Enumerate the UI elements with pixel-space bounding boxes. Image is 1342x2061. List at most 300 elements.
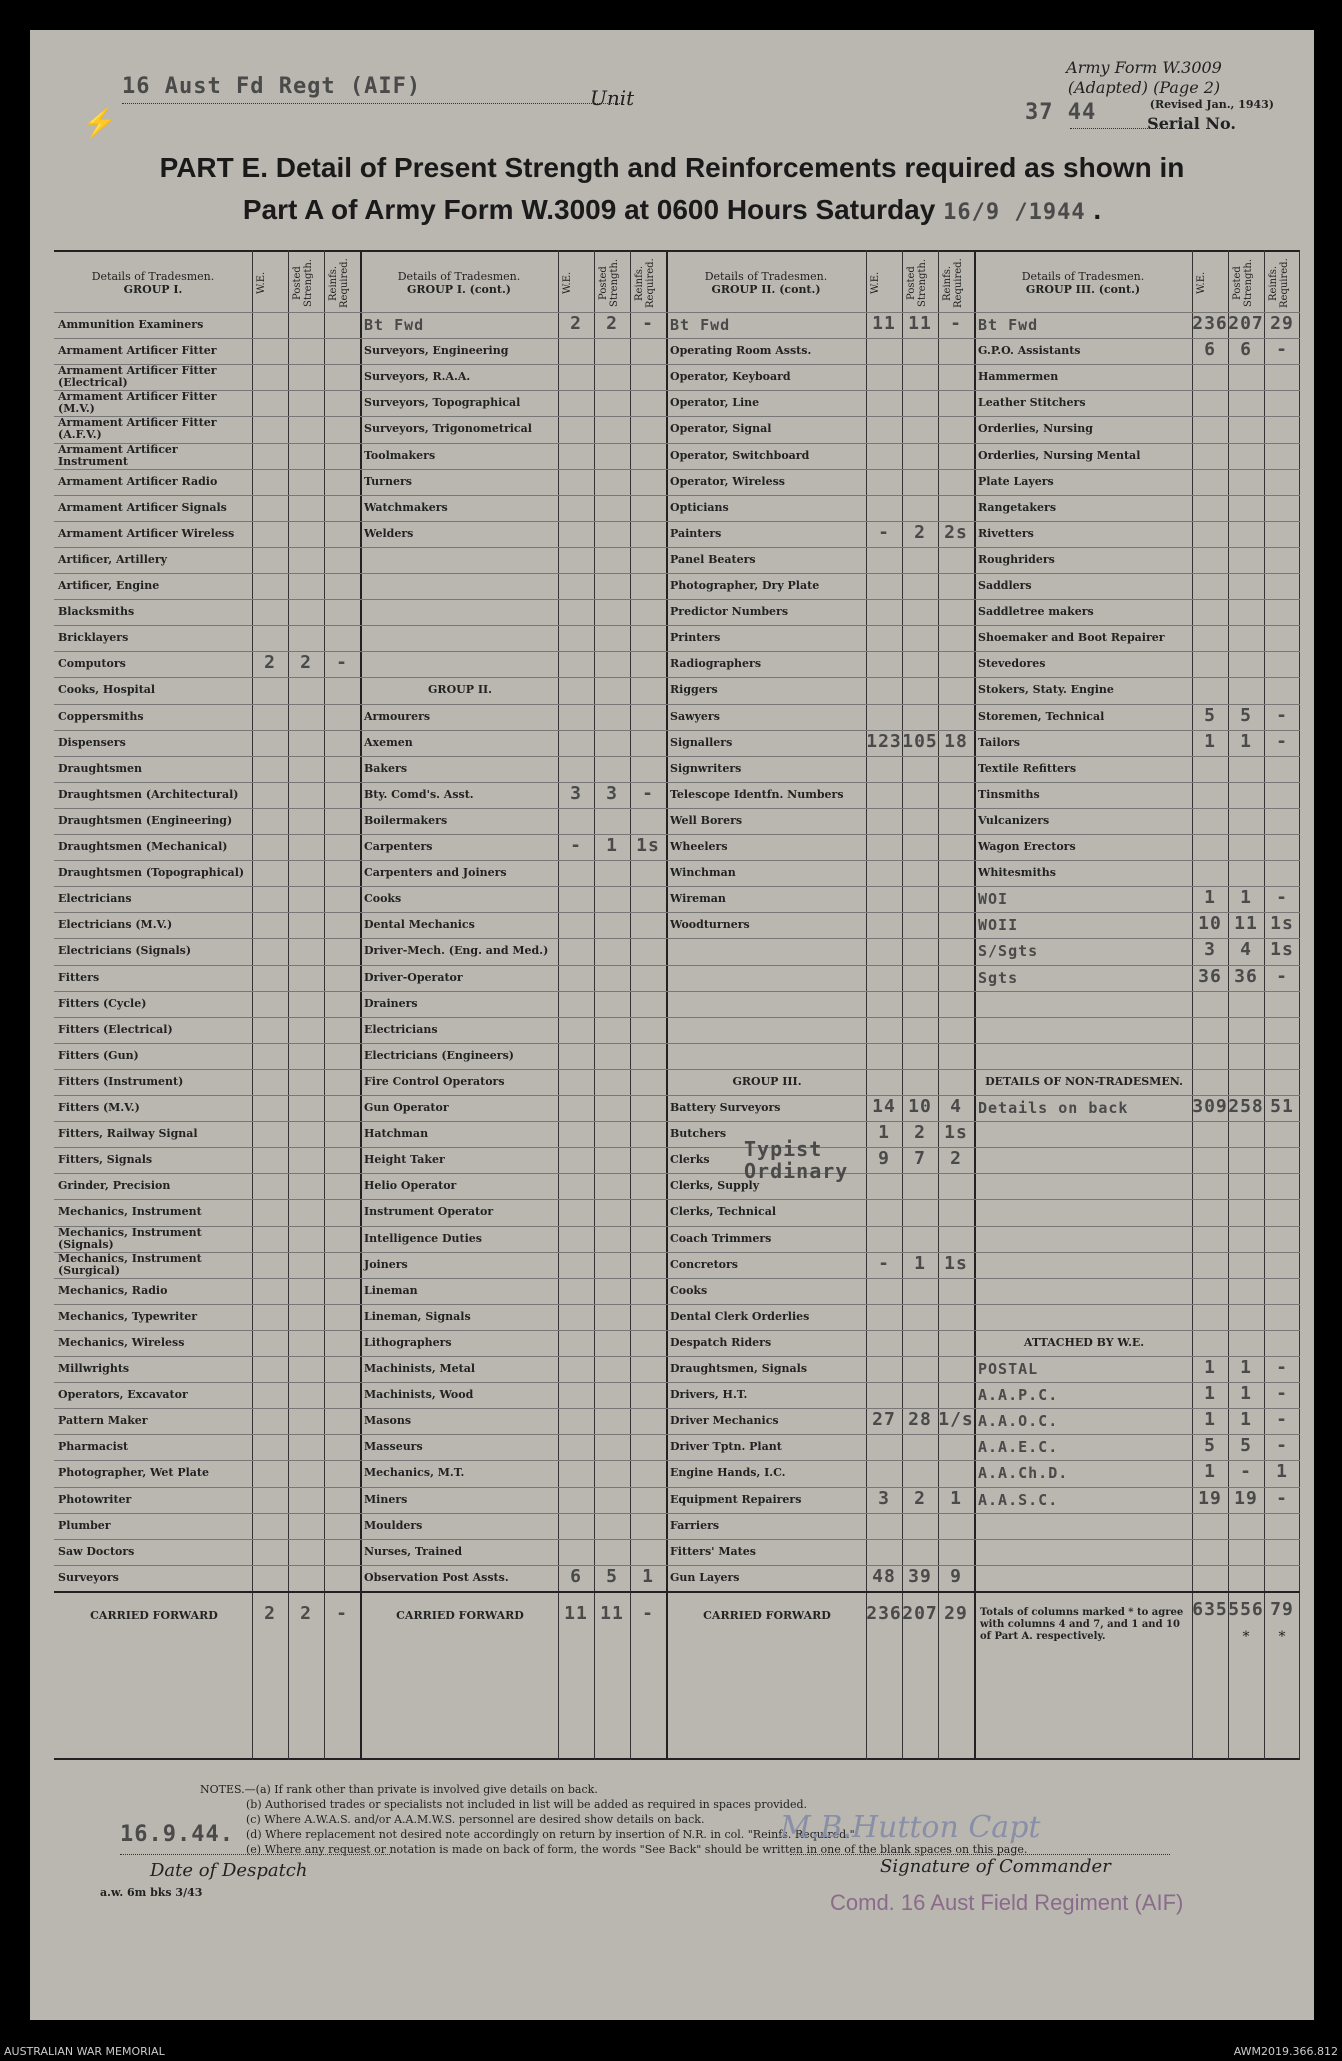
row-label: Signwriters (670, 761, 742, 775)
cell-value: 3 (606, 782, 618, 804)
row-label: Draughtsmen (Engineering) (58, 813, 233, 827)
row-label: Tailors (978, 735, 1020, 749)
row-label: Watchmakers (364, 500, 448, 514)
cell-value: 2 (914, 521, 926, 543)
row-label: Ammunition Examiners (58, 318, 204, 332)
row-label (978, 1304, 1190, 1330)
row-label (364, 625, 556, 651)
carried-value: 2 (300, 1602, 312, 1624)
cell-value: 1 (642, 1565, 654, 1587)
cell-value: 11 (908, 313, 932, 334)
row-label: Height Taker (364, 1153, 445, 1167)
row-label: Panel Beaters (670, 552, 756, 566)
handwritten-ordinary: Ordinary (744, 1159, 849, 1184)
total-star: * (1242, 1628, 1250, 1645)
cell-value: 9 (878, 1148, 890, 1170)
row-label: Artificer, Artillery (58, 552, 168, 566)
row-label (364, 573, 556, 599)
row-label: Operating Room Assts. (670, 344, 812, 358)
row-label: Butchers (670, 1127, 727, 1141)
row-label: Fitters, Railway Signal (58, 1127, 198, 1141)
row-label: Fitters (Cycle) (58, 996, 147, 1010)
row-label: Printers (670, 631, 721, 645)
cell-value: 2s (944, 521, 968, 543)
row-label: Whitesmiths (978, 866, 1056, 880)
col-header-we: W.E. (870, 271, 881, 295)
row-label: Shoemaker and Boot Repairer (978, 631, 1165, 645)
row-label: Roughriders (978, 552, 1055, 566)
row-label: Gun Operator (364, 1101, 449, 1115)
row-label: Bty. Comd's. Asst. (364, 787, 474, 801)
row-label: Armourers (364, 709, 431, 723)
row-label: Saddlers (978, 579, 1032, 593)
commander-stamp: Comd. 16 Aust Field Regiment (AIF) (830, 1890, 1184, 1915)
row-label: Coppersmiths (58, 709, 144, 723)
row-label: Battery Surveyors (670, 1101, 781, 1115)
cell-value: 4 (950, 1096, 962, 1117)
cell-value: 28 (908, 1409, 932, 1431)
row-label: Rivetters (978, 526, 1034, 540)
cell-value: 1 (1240, 730, 1252, 752)
cell-value: - (1276, 887, 1288, 909)
row-label: Operator, Switchboard (670, 448, 810, 462)
cell-value: 1s (944, 1252, 968, 1274)
row-label (978, 1565, 1190, 1591)
row-label (978, 1539, 1190, 1565)
row-label: Details on back (978, 1099, 1129, 1118)
details-label: Details of Tradesmen. (1021, 270, 1145, 283)
row-label: DETAILS OF NON-TRADESMEN. (985, 1074, 1183, 1088)
total-value: 635 (1192, 1598, 1228, 1620)
carried-value: 2 (264, 1602, 276, 1624)
row-label: Welders (364, 526, 414, 540)
cell-value: 36 (1198, 965, 1222, 987)
carried-rule (54, 1591, 1300, 1593)
row-label: GROUP II. (428, 683, 492, 697)
row-label: Cooks (670, 1283, 708, 1297)
cell-value: - (950, 313, 962, 334)
col-header-reinfs: Reinfs. Required. (634, 258, 656, 308)
cell-value: 2 (570, 313, 582, 334)
cell-value: 51 (1270, 1096, 1294, 1117)
row-label: Operator, Line (670, 396, 760, 410)
row-label: Photographer, Dry Plate (670, 579, 820, 593)
row-label: Bt Fwd (364, 316, 425, 335)
row-label: Armament Artificer Radio (58, 474, 218, 488)
col-header-posted: Posted Strength. (1232, 258, 1254, 308)
row-label (670, 1043, 864, 1069)
row-label: Hatchman (364, 1127, 429, 1141)
row-label: A.A.E.C. (978, 1438, 1059, 1457)
row-label: Mechanics, Instrument (58, 1205, 202, 1219)
cell-value: 11 (872, 313, 896, 334)
cell-value: 1s (636, 835, 660, 856)
army-form-block (1034, 58, 1254, 98)
cell-value: - (878, 1252, 890, 1274)
group-label: GROUP I. (123, 283, 183, 296)
row-label: Woodturners (670, 918, 750, 932)
serial-value: 37 44 (1025, 100, 1097, 125)
row-label: Armament Artificer Fitter (58, 344, 217, 358)
row-label: Surveyors (58, 1570, 119, 1584)
row-label: Grinder, Precision (58, 1179, 171, 1193)
aw-code: a.w. 6m bks 3/43 (100, 1886, 203, 1899)
cell-value: 1s (1270, 939, 1294, 961)
cell-value: - (878, 521, 890, 543)
cell-value: 48 (872, 1565, 896, 1587)
row-label: Plate Layers (978, 474, 1054, 488)
row-label: Fitters, Signals (58, 1153, 153, 1167)
cell-value: 1 (1240, 1409, 1252, 1431)
row-label: Cooks (364, 892, 402, 906)
row-label: Armament Artificer Wireless (58, 526, 235, 540)
col-header-posted: Posted Strength. (292, 258, 314, 308)
note-a: NOTES.—(a) If rank other than private is involved give details on back. (200, 1783, 598, 1796)
cell-value: 27 (872, 1409, 896, 1431)
total-value: 556 (1228, 1598, 1264, 1620)
row-label (978, 1017, 1190, 1043)
carried-forward-label: CARRIED FORWARD (90, 1608, 218, 1622)
row-label: Mechanics, Typewriter (58, 1309, 198, 1323)
cell-value: - (1276, 704, 1288, 726)
cell-value: - (1276, 1383, 1288, 1405)
row-label (978, 1226, 1190, 1252)
row-label: Dental Clerk Orderlies (670, 1309, 810, 1323)
row-label: Orderlies, Nursing Mental (978, 448, 1141, 462)
total-star: * (1278, 1628, 1286, 1645)
cell-value: 7 (914, 1148, 926, 1170)
row-label: Predictor Numbers (670, 605, 789, 619)
row-label: Fitters (58, 970, 100, 984)
row-label: Opticians (670, 500, 729, 514)
cell-value: 2 (264, 652, 276, 674)
row-label: Operator, Signal (670, 422, 772, 436)
cell-value: - (570, 835, 582, 856)
handwritten-typist: Typist (744, 1137, 823, 1162)
row-label: Cooks, Hospital (58, 683, 156, 697)
row-label: Millwrights (58, 1362, 130, 1376)
row-label: Rangetakers (978, 500, 1057, 514)
row-label: Riggers (670, 683, 718, 697)
title-line-1: PART E. Detail of Present Strength and Reinforcements required as shown in (159, 152, 1185, 183)
cell-value: - (642, 313, 654, 334)
carried-value: 207 (902, 1602, 938, 1624)
cell-value: 309 (1192, 1096, 1228, 1117)
carried-value: 29 (944, 1602, 968, 1624)
row-label: Lithographers (364, 1335, 452, 1349)
row-label: Mechanics, Radio (58, 1283, 168, 1297)
credit-bar (0, 2044, 1342, 2061)
carried-value: - (336, 1602, 348, 1624)
row-label: Vulcanizers (978, 813, 1050, 827)
details-label: Details of Tradesmen. (397, 270, 521, 283)
row-label: Orderlies, Nursing (978, 422, 1093, 436)
row-label: Driver Mechanics (670, 1414, 779, 1428)
cell-value: 1 (878, 1122, 890, 1144)
cell-value: 29 (1270, 313, 1294, 334)
row-label: Well Borers (670, 813, 743, 827)
col-header-reinfs: Reinfs. Required. (942, 258, 964, 308)
row-label: Leather Stitchers (978, 396, 1086, 410)
cell-value: - (1276, 1487, 1288, 1509)
row-label: Operator, Wireless (670, 474, 785, 488)
col-header-posted: Posted Strength. (906, 258, 928, 308)
cell-value: 1 (1240, 1383, 1252, 1405)
row-label: Instrument Operator (364, 1205, 494, 1219)
row-label: Bt Fwd (670, 316, 731, 335)
row-label: Dental Mechanics (364, 918, 475, 932)
row-label: Driver-Mech. (Eng. and Med.) (364, 944, 549, 958)
credit-right: AWM2019.366.812 (1233, 2045, 1338, 2058)
row-label (978, 1252, 1190, 1278)
cell-value: - (642, 782, 654, 804)
signature-line (790, 1854, 1170, 1855)
cell-value: 1/s (938, 1409, 974, 1431)
row-label: Driver-Operator (364, 970, 463, 984)
row-label: Drivers, H.T. (670, 1388, 748, 1402)
group-label: GROUP III. (cont.) (1025, 283, 1141, 296)
note-e: (e) Where any request or notation is made on back of form, the words "See Back" should be written in one of the blank spaces on this page. (246, 1843, 1028, 1856)
row-label (978, 1199, 1190, 1225)
revised-label: (Revised Jan., 1943) (1149, 98, 1274, 111)
cell-value: 4 (1240, 939, 1252, 961)
cell-value: 14 (872, 1096, 896, 1117)
date-written: 16/9 /1944 (943, 200, 1086, 225)
row-label: GROUP III. (732, 1074, 802, 1088)
cell-value: 18 (944, 730, 968, 752)
row-label: Painters (670, 526, 722, 540)
unit-value: 16 Aust Fd Regt (AIF) (122, 74, 422, 99)
row-label: Radiographers (670, 657, 762, 671)
row-label: Clerks, Supply (670, 1179, 760, 1193)
cell-value: 123 (866, 730, 902, 752)
cell-value: 3 (570, 782, 582, 804)
row-label: Saddletree makers (978, 605, 1094, 619)
row-label (978, 1513, 1190, 1539)
carried-value: - (642, 1602, 654, 1624)
row-label: WOI (978, 890, 1009, 909)
total-value: 79 (1270, 1598, 1294, 1620)
row-label: Armament Artificer Fitter (Electrical) (58, 364, 217, 390)
row-label: Mechanics, Instrument (Signals) (58, 1225, 202, 1251)
row-label: Winchman (670, 866, 736, 880)
row-label: Saw Doctors (58, 1544, 135, 1558)
row-label: G.P.O. Assistants (978, 344, 1081, 358)
row-label: Surveyors, Trigonometrical (364, 422, 532, 436)
row-label (670, 965, 864, 991)
row-label: Wagon Erectors (978, 840, 1076, 854)
title-line-2 (30, 194, 1314, 226)
col-header-reinfs: Reinfs. Required. (328, 258, 350, 308)
row-label: Wheelers (670, 840, 728, 854)
cell-value: 6 (570, 1565, 582, 1587)
cell-value: 10 (908, 1096, 932, 1117)
row-label: Machinists, Wood (364, 1388, 474, 1402)
row-label (978, 1173, 1190, 1199)
details-label: Details of Tradesmen. (91, 270, 215, 283)
cell-value: 1 (1240, 1357, 1252, 1378)
cell-value: 5 (606, 1565, 618, 1587)
group-label: GROUP I. (cont.) (407, 283, 511, 296)
cell-value: 2 (300, 652, 312, 674)
cell-value: 10 (1198, 913, 1222, 935)
cell-value: 9 (950, 1565, 962, 1587)
row-label (670, 991, 864, 1017)
row-label: POSTAL (978, 1360, 1039, 1379)
cell-value: - (336, 652, 348, 674)
col-header-we: W.E. (1196, 271, 1207, 295)
row-label: Electricians (Signals) (58, 944, 192, 958)
signature-label: Signature of Commander (880, 1856, 1111, 1877)
carried-forward-label: CARRIED FORWARD (703, 1608, 831, 1622)
row-label: Draughtsmen (Topographical) (58, 866, 245, 880)
credit-left: AUSTRALIAN WAR MEMORIAL (4, 2045, 165, 2058)
cell-value: 36 (1234, 965, 1258, 987)
row-label: Carpenters (364, 840, 433, 854)
row-label: Carpenters and Joiners (364, 866, 507, 880)
row-label: Clerks (670, 1153, 710, 1167)
cell-value: - (1276, 730, 1288, 752)
despatch-date: 16.9.44. (120, 1822, 234, 1847)
row-label (670, 938, 864, 964)
cell-value: 5 (1204, 704, 1216, 726)
cell-value: 258 (1228, 1096, 1264, 1117)
carried-value: 236 (866, 1602, 902, 1624)
row-label (978, 1043, 1190, 1069)
row-label: Coach Trimmers (670, 1231, 772, 1245)
row-label: Electricians (M.V.) (58, 918, 173, 932)
cell-value: 1s (1270, 913, 1294, 935)
form-sheet (30, 30, 1314, 2020)
row-label: Storemen, Technical (978, 709, 1105, 723)
row-label: Pharmacist (58, 1440, 129, 1454)
serial-label: Serial No. (1147, 114, 1236, 133)
row-label: Textile Refitters (978, 761, 1077, 775)
row-label: Dispensers (58, 735, 126, 749)
unit-label: Unit (590, 86, 635, 110)
cell-value: 19 (1198, 1487, 1222, 1509)
row-label: Despatch Riders (670, 1335, 772, 1349)
row-label: Helio Operator (364, 1179, 457, 1193)
row-label: Joiners (364, 1257, 408, 1271)
row-label: Intelligence Duties (364, 1231, 482, 1245)
cell-value: - (1240, 1461, 1252, 1483)
cell-value: 1 (1204, 1409, 1216, 1431)
row-label: Telescope Identfn. Numbers (670, 787, 844, 801)
row-label: Tinsmiths (978, 787, 1040, 801)
cell-value: 2 (950, 1148, 962, 1170)
details-label: Details of Tradesmen. (704, 270, 828, 283)
totals-note: Totals of columns marked * to agree with columns 4 and 7, and 1 and 10 of Part A. respectively. (980, 1606, 1184, 1642)
army-form-number: Army Form W.3009 (1066, 58, 1222, 77)
row-label: A.A.P.C. (978, 1386, 1059, 1405)
cell-value: 2 (914, 1487, 926, 1509)
row-label: Bt Fwd (978, 316, 1039, 335)
row-label: Bakers (364, 761, 408, 775)
cell-value: - (1276, 1409, 1288, 1431)
cell-value: 19 (1234, 1487, 1258, 1509)
cell-value: 5 (1240, 1435, 1252, 1457)
row-label: Sgts (978, 968, 1019, 987)
punch-mark: ⚡ (82, 106, 117, 139)
row-label: Plumber (58, 1518, 111, 1532)
carried-value: 11 (600, 1602, 624, 1624)
row-label: Draughtsmen (58, 761, 143, 775)
row-label: A.A.O.C. (978, 1412, 1059, 1431)
row-label: Toolmakers (364, 448, 436, 462)
row-label: Operator, Keyboard (670, 370, 791, 384)
row-label: Electricians (Engineers) (364, 1048, 514, 1062)
cell-value: 2 (606, 313, 618, 334)
row-label: Machinists, Metal (364, 1362, 476, 1376)
cell-value: 5 (1240, 704, 1252, 726)
row-label: Equipment Repairers (670, 1492, 802, 1506)
row-label: A.A.Ch.D. (978, 1464, 1069, 1483)
row-label (978, 1278, 1190, 1304)
title-line-2-text: Part A of Army Form W.3009 at 0600 Hours Saturday (242, 194, 936, 225)
despatch-line (120, 1854, 390, 1855)
row-label: Draughtsmen (Mechanical) (58, 840, 228, 854)
row-label: Masseurs (364, 1440, 423, 1454)
row-label: Armament Artificer Fitter (A.F.V.) (58, 416, 217, 442)
row-label: Hammermen (978, 370, 1059, 384)
commander-signature: M.B.Hutton Capt (780, 1810, 1041, 1845)
row-label (978, 1147, 1190, 1173)
row-label: Blacksmiths (58, 605, 135, 619)
row-label: Lineman, Signals (364, 1309, 471, 1323)
col-header-reinfs: Reinfs. Required. (1268, 258, 1290, 308)
row-label: Clerks, Technical (670, 1205, 776, 1219)
cell-value: 5 (1204, 1435, 1216, 1457)
col-header-we: W.E. (562, 271, 573, 295)
row-label: Nurses, Trained (364, 1544, 463, 1558)
row-label: Mechanics, Instrument (Surgical) (58, 1251, 202, 1277)
cell-value: 11 (1234, 913, 1258, 935)
cell-value: 236 (1192, 313, 1228, 334)
row-label: Moulders (364, 1518, 423, 1532)
cell-value: 6 (1240, 339, 1252, 361)
row-label: Observation Post Assts. (364, 1570, 509, 1584)
row-label: Boilermakers (364, 813, 448, 827)
row-label: Miners (364, 1492, 408, 1506)
cell-value: 1 (914, 1252, 926, 1274)
cell-value: 1s (944, 1122, 968, 1144)
row-label: Fire Control Operators (364, 1074, 505, 1088)
row-label: Concretors (670, 1257, 738, 1271)
row-label: Computors (58, 657, 126, 671)
row-label: Stokers, Staty. Engine (978, 683, 1114, 697)
cell-value: - (1276, 1435, 1288, 1457)
row-label: WOII (978, 916, 1019, 935)
cell-value: 1 (1204, 1383, 1216, 1405)
cell-value: 1 (1276, 1461, 1288, 1483)
row-label: Signallers (670, 735, 733, 749)
row-label: Farriers (670, 1518, 720, 1532)
cell-value: - (1276, 965, 1288, 987)
cell-value: 2 (914, 1122, 926, 1144)
title-end: . (1093, 194, 1102, 225)
row-label: S/Sgts (978, 942, 1039, 961)
col-header-posted: Posted Strength. (598, 258, 620, 308)
cell-value: 3 (878, 1487, 890, 1509)
col-header-we: W.E. (256, 271, 267, 295)
row-label: Fitters (Electrical) (58, 1022, 173, 1036)
cell-value: 1 (1204, 887, 1216, 909)
row-label: Fitters (M.V.) (58, 1101, 140, 1115)
row-label (364, 599, 556, 625)
cell-value: 1 (1204, 730, 1216, 752)
cell-value: 3 (1204, 939, 1216, 961)
